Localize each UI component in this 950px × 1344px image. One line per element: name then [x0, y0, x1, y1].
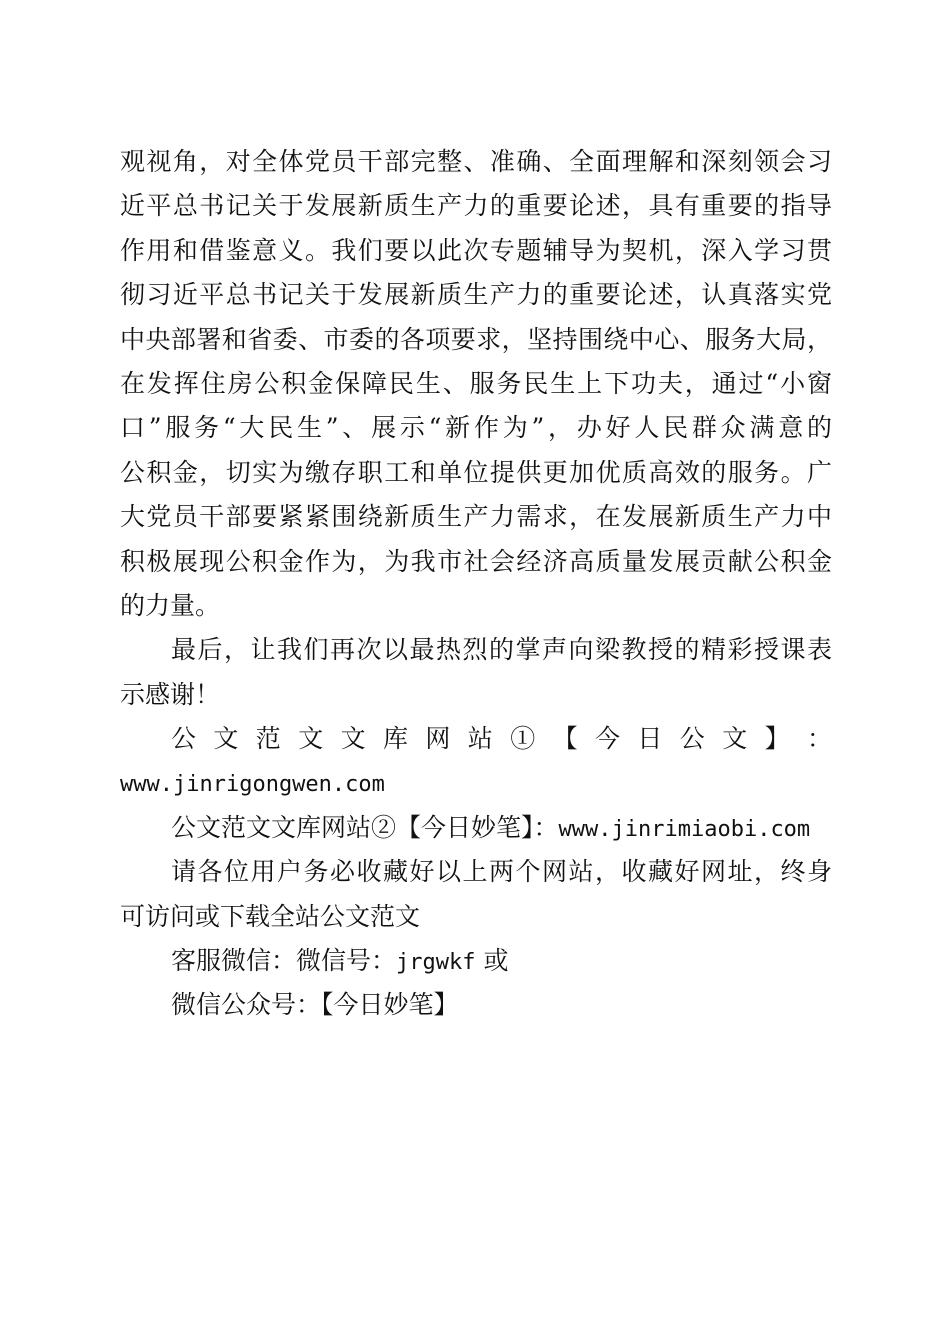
paragraph-line: 中央部署和省委、市委的各项要求，坚持围绕中心、服务大局， — [120, 324, 832, 354]
site1-url-text[interactable]: www.jinrigongwen.com — [120, 772, 385, 798]
site2-line — [120, 806, 832, 850]
notice-line: 可访问或下载全站公文范文 — [120, 901, 421, 931]
closing-thanks-line: 最后，让我们再次以最热烈的掌声向梁教授的精彩授课表 — [171, 635, 832, 665]
paragraph-line: 彻习近平总书记关于发展新质生产力的重要论述，认真落实党 — [120, 280, 832, 310]
site1-label: 公 文 范 文 文 库 网 站 ① 【 今 日 公 文 】 ： — [171, 724, 833, 754]
service-or: 或 — [475, 946, 509, 976]
paragraph-line: 口”服务“大民生”、展示“新作为”，办好人民群众满意的 — [120, 413, 832, 443]
paragraph-line: 积极展现公积金作为，为我市社会经济高质量发展贡献公积金 — [120, 546, 832, 576]
site2-url[interactable]: www.jinrimiaobi.com — [558, 816, 811, 842]
service-wechat-id: jrgwkf — [396, 950, 476, 976]
site2-label: 公文范文文库网站②【今日妙笔】： — [171, 812, 559, 842]
paragraph-line: 公积金，切实为缴存职工和单位提供更加优质高效的服务。广 — [120, 457, 832, 487]
closing-thanks-line: 示感谢！ — [120, 679, 221, 709]
service-wechat-line — [120, 939, 832, 983]
notice-line: 请各位用户务必收藏好以上两个网站，收藏好网址，终身 — [171, 857, 832, 887]
paragraph-line: 的力量。 — [120, 590, 221, 620]
paragraph-line: 在发挥住房公积金保障民生、服务民生上下功夫，通过“小窗 — [120, 368, 832, 398]
paragraph-line: 大党员干部要紧紧围绕新质生产力需求，在发展新质生产力中 — [120, 502, 832, 532]
site1-url[interactable] — [120, 761, 832, 805]
paragraph-line: 作用和借鉴意义。我们要以此次专题辅导为契机，深入学习贯 — [120, 235, 832, 265]
service-wechat-label: 客服微信：微信号： — [171, 946, 397, 976]
paragraph-line: 近平总书记关于发展新质生产力的重要论述，具有重要的指导 — [120, 191, 832, 221]
paragraph-line: 观视角，对全体党员干部完整、准确、全面理解和深刻领会习 — [120, 147, 832, 176]
official-account-line: 微信公众号：【今日妙笔】 — [171, 990, 459, 1020]
body-paragraph — [120, 140, 832, 1028]
